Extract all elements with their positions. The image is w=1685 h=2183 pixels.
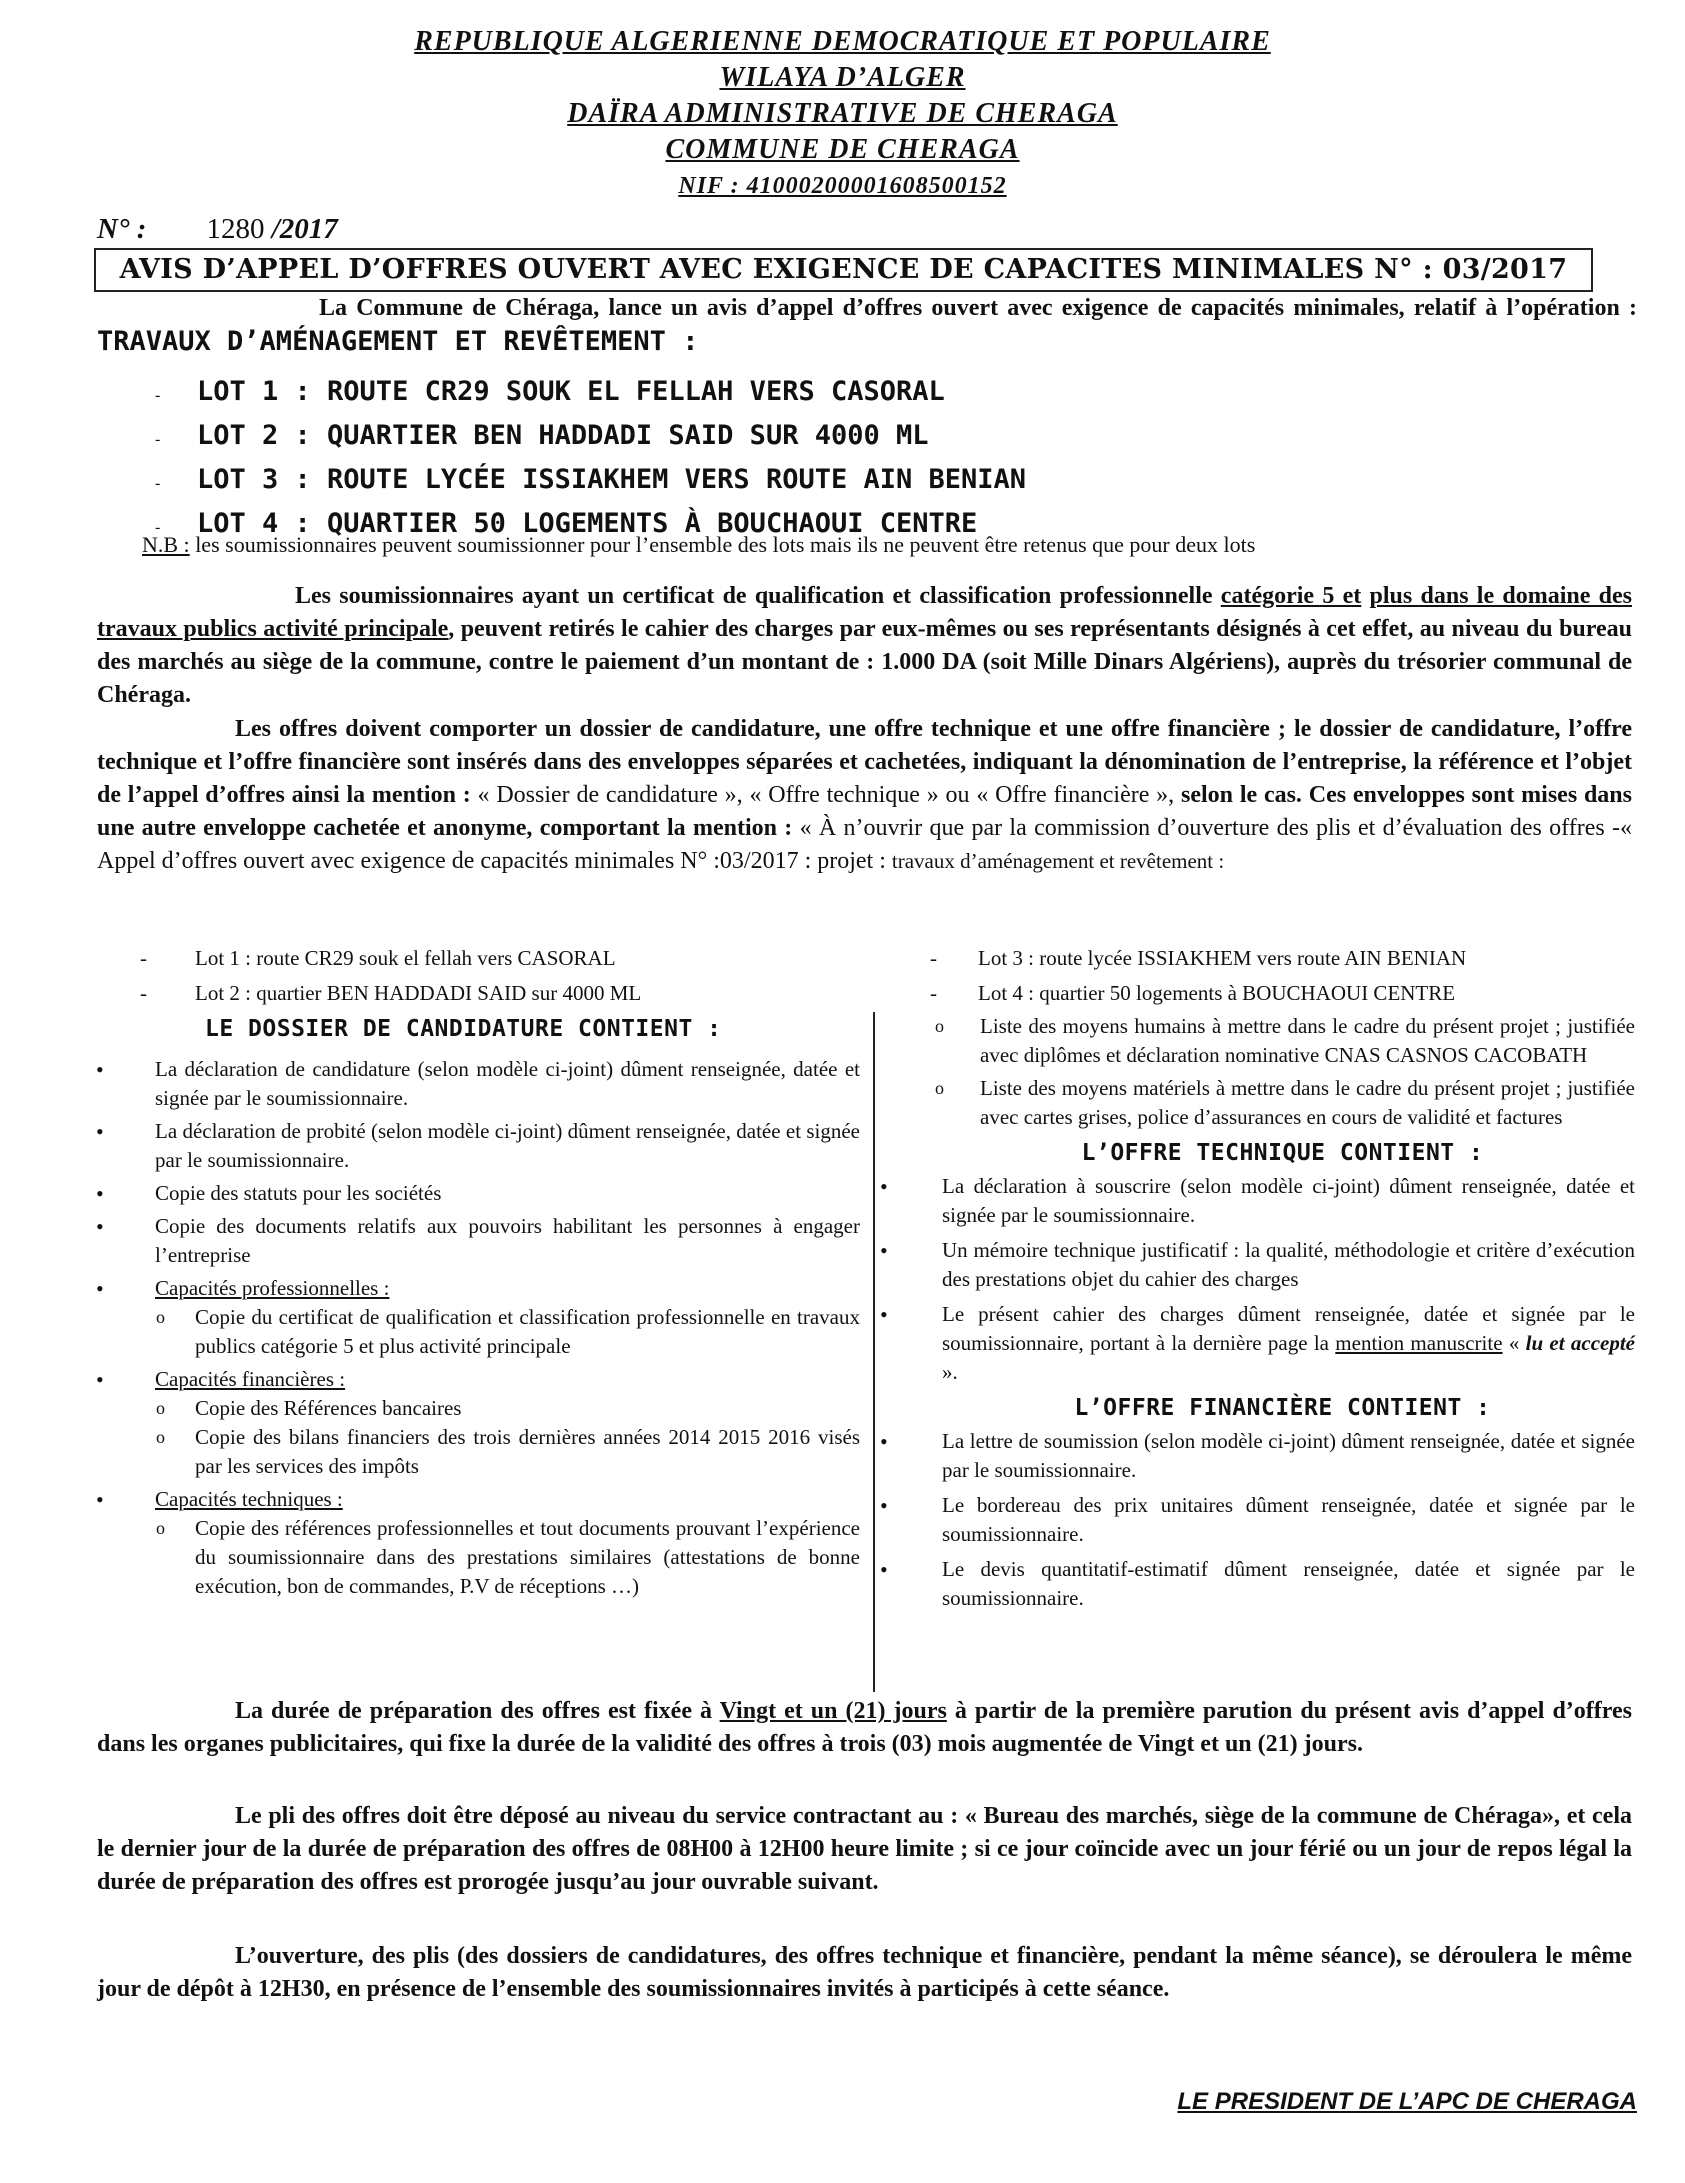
nb-text: les soumissionnaires peuvent soumissionner pour l’ensemble des lots mais ils ne peuvent être retenus que pour deux lots: [189, 532, 1256, 557]
certificate-paragraph: Les soumissionnaires ayant un certificat de qualification et classification professionnelle catégorie 5 et plus dans le domaine des travaux publics activité principale, peuvent retirés le cahier des charges par eux-mêmes ou ses représentants désignés à cet effet, au niveau du bureau des marchés au siège de la commune, contre le paiement d’un montant de : 1.000 DA (soit Mille Dinars Algériens), auprès du trésorier communal de Chéraga.: [97, 583, 1633, 708]
intro-line1: La Commune de Chéraga, lance un avis d’appel d’offres ouvert avec exigence de capacités minimales,: [319, 295, 1405, 321]
reference-number: [97, 213, 338, 246]
header-wilaya: WILAYA D’ALGER: [719, 62, 966, 93]
list-item: • Capacités professionnelles :: [96, 1276, 390, 1301]
list-item: • Le bordereau des prix unitaires dûment renseignée, datée et signée par le soumissionnaire.: [880, 1493, 1635, 1546]
operation-title: TRAVAUX D’AMÉNAGEMENT ET REVÊTEMENT :: [97, 326, 699, 357]
lot-item: - LOT 4 : QUARTIER 50 LOGEMENTS À BOUCHAOUI CENTRE: [155, 508, 978, 539]
intro-paragraph: [97, 292, 1637, 360]
notice-title: AVIS D’APPEL D’OFFRES OUVERT AVEC EXIGENCE DE CAPACITES MINIMALES N° : 03/2017: [94, 248, 1593, 292]
lot-small-1: - Lot 1 : route CR29 souk el fellah vers CASORAL: [140, 946, 616, 970]
deposit-paragraph: Le pli des offres doit être déposé au niveau du service contractant au : « Bureau des marchés, siège de la commune de Chéraga», et cela le dernier jour de la durée de préparation des offres de 08H00 à 12H00 heure limite ; si ce jour coïncide avec un jour férié ou un jour de repos légal la durée de préparation des offres est prorogée jusqu’au jour ouvrable suivant.: [97, 1803, 1632, 1895]
sub-list-item: o Copie du certificat de qualification et classification professionnelle en travaux publics catégorie 5 et plus activité principale: [156, 1305, 860, 1358]
header-commune: COMMUNE DE CHERAGA: [665, 134, 1020, 165]
sub-list-item: o Copie des Références bancaires: [156, 1396, 462, 1420]
sub-list-item: o Copie des bilans financiers des trois dernières années 2014 2015 2016 visés par les services des impôts: [156, 1425, 860, 1478]
header-nif: NIF : 41000200001608500152: [678, 173, 1007, 199]
lot-item: - LOT 2 : QUARTIER BEN HADDADI SAID SUR 4000 ML: [155, 420, 929, 451]
list-item: • La lettre de soumission (selon modèle ci-joint) dûment renseignée, datée et signée par le soumissionnaire.: [880, 1429, 1635, 1482]
signature-title: LE PRESIDENT DE L’APC DE CHERAGA: [1177, 2088, 1637, 2115]
list-item: • Copie des statuts pour les sociétés: [96, 1181, 442, 1206]
list-item: • Capacités techniques :: [96, 1487, 343, 1512]
list-item: • Le présent cahier des charges dûment renseignée, datée et signée par le soumissionnaire, portant à la dernière page la mention manuscrite « lu et accepté ».: [880, 1302, 1635, 1384]
list-item: • La déclaration de candidature (selon modèle ci-joint) dûment renseignée, datée et signée par le soumissionnaire.: [96, 1057, 860, 1110]
header-daira: DAÏRA ADMINISTRATIVE DE CHERAGA: [567, 98, 1118, 129]
lot-item: - LOT 3 : ROUTE LYCÉE ISSIAKHEM VERS ROUTE AIN BENIAN: [155, 464, 1027, 495]
lot-small-3: - Lot 3 : route lycée ISSIAKHEM vers route AIN BENIAN: [930, 946, 1467, 970]
lot-list: [155, 372, 1555, 548]
list-item: • Un mémoire technique justificatif : la qualité, méthodologie et critère d’exécution des prestations objet du cahier des charges: [880, 1238, 1635, 1291]
list-item: • La déclaration de probité (selon modèle ci-joint) dûment renseignée, datée et signée par le soumissionnaire.: [96, 1119, 860, 1172]
technique-heading: L’OFFRE TECHNIQUE CONTIENT :: [1081, 1140, 1484, 1166]
lot-small-2: - Lot 2 : quartier BEN HADDADI SAID sur 4000 ML: [140, 981, 642, 1005]
list-item: • Copie des documents relatifs aux pouvoirs habilitant les personnes à engager l’entreprise: [96, 1214, 860, 1267]
dossier-list: [90, 1055, 860, 1601]
duration-paragraph: La durée de préparation des offres est fixée à Vingt et un (21) jours à partir de la première parution du présent avis d’appel d’offres dans les organes publicitaires, qui fixe la durée de la validité des offres à trois (03) mois augmentée de Vingt et un (21) jours.: [97, 1698, 1632, 1757]
offers-paragraph: Les offres doivent comporter un dossier de candidature, une offre technique et une offre financière ; le dossier de candidature, l’offre technique et l’offre financière sont insérés dans des enveloppes séparées et cachetées, indiquant la dénomination de l’entreprise, la référence et l’objet de l’appel d’offres ainsi la mention : « Dossier de candidature », « Offre technique » ou « Offre financière », selon le cas. Ces enveloppes sont mises dans une autre enveloppe cachetée et anonyme, comportant la mention : « À n’ouvrir que par la commission d’ouverture des plis et d’évaluation des offres -« Appel d’offres ouvert avec exigence de capacités minimales N° :03/2017 : projet : travaux d’aménagement et revêtement :: [97, 716, 1632, 874]
opening-paragraph: L’ouverture, des plis (des dossiers de candidatures, des offres technique et financière, pendant la même séance), se déroulera le même jour de dépôt à 12H30, en présence de l’ensemble des soumissionnaires invités à participés à cette séance.: [97, 1943, 1632, 2002]
sub-list-item: o Liste des moyens matériels à mettre dans le cadre du présent projet ; justifiée avec cartes grises, police d’assurances en cours de validité et factures: [935, 1076, 1635, 1129]
intro-prefix: relatif à l’opération :: [1413, 295, 1638, 321]
list-item: • La déclaration à souscrire (selon modèle ci-joint) dûment renseignée, datée et signée par le soumissionnaire.: [880, 1174, 1635, 1227]
lot-small-4: - Lot 4 : quartier 50 logements à BOUCHAOUI CENTRE: [930, 981, 1456, 1005]
nb-label: N.B :: [142, 532, 190, 557]
sub-list-item: o Copie des références professionnelles et tout documents prouvant l’expérience du soumissionnaire dans des prestations similaires (attestations de bonne exécution, bon de commandes, P.V de réceptions …): [156, 1516, 860, 1598]
financiere-heading: L’OFFRE FINANCIÈRE CONTIENT :: [1074, 1395, 1491, 1421]
lot-item: - LOT 1 : ROUTE CR29 SOUK EL FELLAH VERS CASORAL: [155, 376, 945, 407]
column-divider: [873, 1012, 875, 1692]
reference-year: /2017: [271, 213, 338, 245]
sub-list-item: o Liste des moyens humains à mettre dans le cadre du présent projet ; justifiée avec diplômes et déclaration nominative CNAS CASNOS CACOBATH: [935, 1014, 1635, 1067]
nb-note: [142, 530, 1642, 559]
header-republic: REPUBLIQUE ALGERIENNE DEMOCRATIQUE ET POPULAIRE: [414, 26, 1271, 57]
reference-value: 1280: [206, 213, 265, 245]
right-column: [880, 1012, 1635, 1613]
dossier-heading: LE DOSSIER DE CANDIDATURE CONTIENT :: [205, 1016, 722, 1042]
list-item: • Capacités financières :: [96, 1367, 346, 1392]
list-item: • Le devis quantitatif-estimatif dûment renseignée, datée et signée par le soumissionnaire.: [880, 1557, 1635, 1610]
reference-label: N° :: [97, 213, 147, 245]
